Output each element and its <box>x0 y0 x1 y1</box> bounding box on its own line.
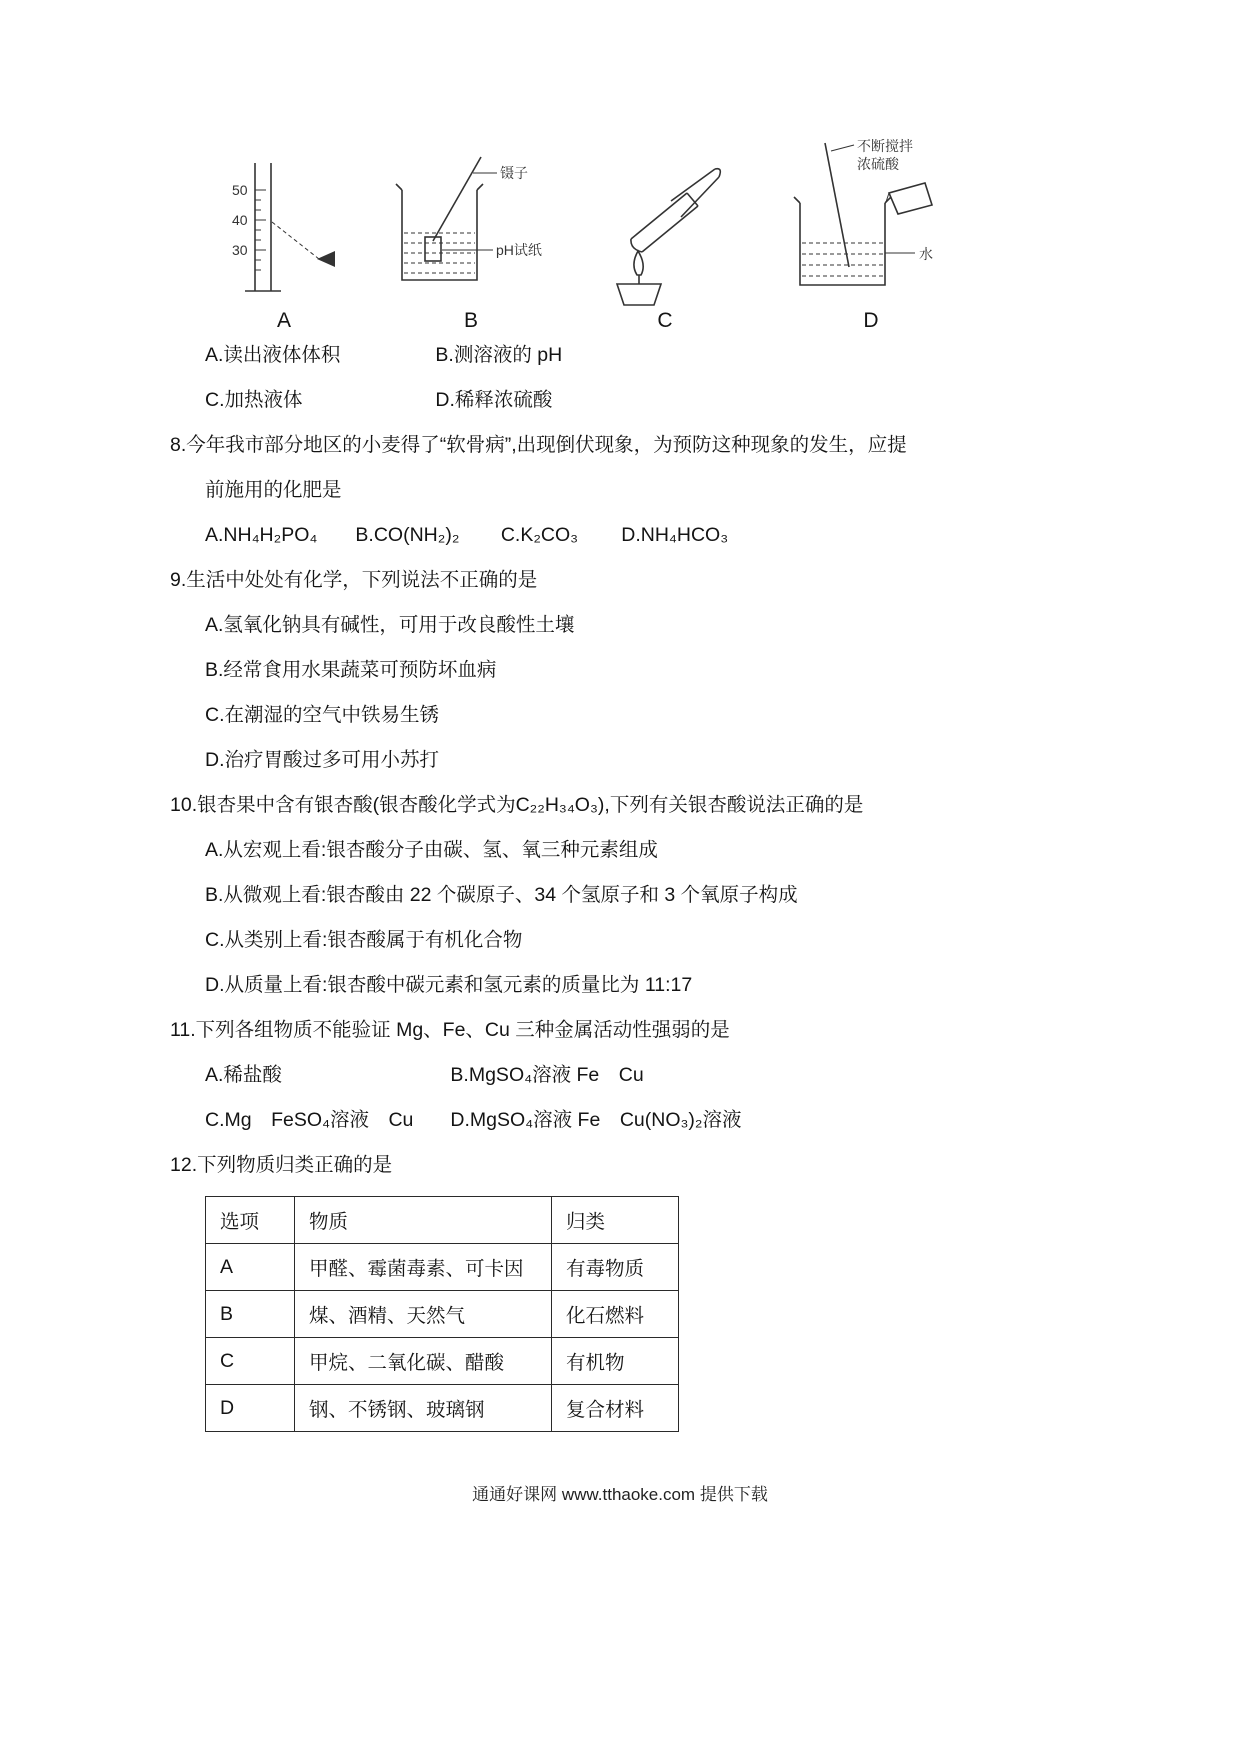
graduated-cylinder-diagram <box>225 155 343 307</box>
option-8b: B.CO(NH₂)₂ <box>355 524 460 546</box>
table-cell: C <box>206 1338 295 1385</box>
table-cell: 有机物 <box>552 1338 679 1385</box>
question-7-options-row-1 <box>170 333 1130 378</box>
cylinder-tick-40: 40 <box>232 212 248 228</box>
table-cell: 甲烷、二氧化碳、醋酸 <box>295 1338 552 1385</box>
option-8c: C.K₂CO₃ <box>500 524 579 546</box>
question-10-stem: 10.银杏果中含有银杏酸(银杏酸化学式为C₂₂H₃₄O₃),下列有关银杏酸说法正确的是 <box>170 794 864 816</box>
stir-label: 不断搅拌 <box>857 138 913 154</box>
option-11a: A.稀盐酸 <box>205 1064 282 1086</box>
apparatus-d <box>765 135 977 333</box>
apparatus-b <box>377 155 565 333</box>
table-cell: A <box>206 1244 295 1291</box>
table-cell: 钢、不锈钢、玻璃钢 <box>295 1385 552 1432</box>
question-8-options <box>170 513 1130 558</box>
option-7a: A.读出液体体积 <box>205 344 341 366</box>
option-10a: A.从宏观上看:银杏酸分子由碳、氢、氧三种元素组成 <box>205 839 658 861</box>
exam-content <box>170 135 1130 1432</box>
heating-liquid-diagram <box>599 155 731 307</box>
apparatus-label-c: C <box>657 309 673 332</box>
table-cell: 煤、酒精、天然气 <box>295 1291 552 1338</box>
table-cell: B <box>206 1291 295 1338</box>
option-9a: A.氢氧化钠具有碱性，可用于改良酸性土壤 <box>205 614 575 636</box>
table-header-row <box>206 1197 679 1244</box>
rod-label: 镊子 <box>500 165 528 181</box>
table-cell: 复合材料 <box>552 1385 679 1432</box>
table-row <box>206 1291 679 1338</box>
page-footer: 通通好课网 www.tthaoke.com 提供下载 <box>472 1485 768 1504</box>
question-8-stem-line-1: 8.今年我市部分地区的小麦得了“软骨病”,出现倒伏现象，为预防这种现象的发生，应提 <box>170 434 907 456</box>
ph-paper-label: pH试纸 <box>496 242 542 258</box>
acid-label: 浓硫酸 <box>857 156 899 172</box>
table-row <box>206 1385 679 1432</box>
question-11-stem: 11.下列各组物质不能验证 Mg、Fe、Cu 三种金属活动性强弱的是 <box>170 1019 730 1041</box>
eye-icon <box>317 251 335 267</box>
option-9d: D.治疗胃酸过多可用小苏打 <box>205 749 440 771</box>
option-8d: D.NH₄HCO₃ <box>621 524 729 546</box>
option-11b: B.MgSO₄溶液 Fe Cu <box>450 1064 644 1086</box>
option-11c: C.Mg FeSO₄溶液 Cu <box>205 1109 414 1131</box>
apparatus-label-a: A <box>276 309 291 332</box>
table-cell: 甲醛、霉菌毒素、可卡因 <box>295 1244 552 1291</box>
table-header-substance: 物质 <box>295 1197 552 1244</box>
question-8-stem-line-2: 前施用的化肥是 <box>205 479 342 501</box>
option-10c: C.从类别上看:银杏酸属于有机化合物 <box>205 929 523 951</box>
question-12-stem: 12.下列物质归类正确的是 <box>170 1154 393 1176</box>
flame <box>634 251 643 275</box>
apparatus-label-d: D <box>863 309 879 332</box>
question-11-options-row-2 <box>170 1098 1130 1143</box>
option-8a: A.NH₄H₂PO₄ <box>205 524 318 546</box>
classification-table <box>205 1196 679 1432</box>
option-10b: B.从微观上看:银杏酸由 22 个碳原子、34 个氢原子和 3 个氧原子构成 <box>205 884 798 906</box>
dilute-acid-diagram <box>765 135 977 307</box>
table-header-option: 选项 <box>206 1197 295 1244</box>
table-cell: 化石燃料 <box>552 1291 679 1338</box>
table-cell: 有毒物质 <box>552 1244 679 1291</box>
table-row <box>206 1244 679 1291</box>
question-7-options-row-2 <box>170 378 1130 423</box>
option-7d: D.稀释浓硫酸 <box>435 389 553 411</box>
option-9b: B.经常食用水果蔬菜可预防坏血病 <box>205 659 497 681</box>
apparatus-c <box>599 155 731 333</box>
apparatus-figure-row <box>225 135 1130 333</box>
option-7b: B.测溶液的 pH <box>435 344 563 366</box>
question-9-stem: 9.生活中处处有化学，下列说法不正确的是 <box>170 569 538 591</box>
option-11d: D.MgSO₄溶液 Fe Cu(NO₃)₂溶液 <box>450 1109 742 1131</box>
apparatus-label-b: B <box>463 309 478 332</box>
option-9c: C.在潮湿的空气中铁易生锈 <box>205 704 440 726</box>
cylinder-tick-50: 50 <box>232 182 248 198</box>
table-cell: D <box>206 1385 295 1432</box>
table-row <box>206 1338 679 1385</box>
option-7c: C.加热液体 <box>205 389 303 411</box>
cylinder-tick-30: 30 <box>232 242 248 258</box>
ph-test-diagram <box>377 155 565 307</box>
acid-vessel <box>889 183 932 214</box>
apparatus-a <box>225 155 343 333</box>
table-header-category: 归类 <box>552 1197 679 1244</box>
question-11-options-row-1 <box>170 1053 1130 1098</box>
stirring-rod <box>825 143 849 267</box>
water-label: 水 <box>919 246 933 262</box>
option-10d: D.从质量上看:银杏酸中碳元素和氢元素的质量比为 11:17 <box>205 974 693 996</box>
glass-rod <box>433 157 481 241</box>
